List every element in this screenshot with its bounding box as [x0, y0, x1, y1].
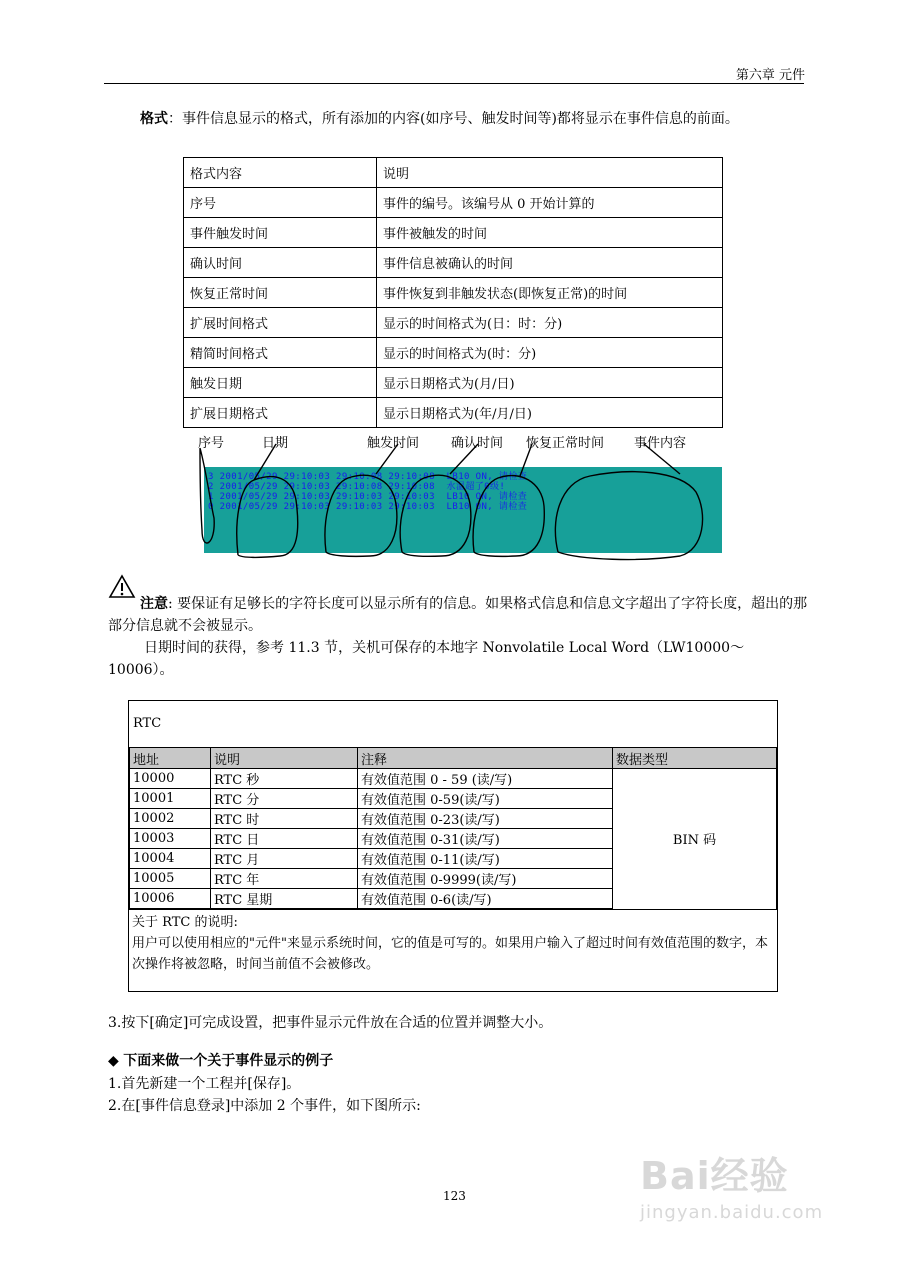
- label-recover: 恢复正常时间: [526, 436, 605, 451]
- table-cell: 10004: [130, 849, 211, 869]
- table-cell: 10000: [130, 769, 211, 789]
- header-rule: [104, 83, 804, 84]
- table-cell: 10003: [130, 829, 211, 849]
- table-header-cell: 格式内容: [184, 158, 377, 188]
- chapter-title: 第六章 元件: [735, 68, 805, 83]
- table-cell: RTC 分: [211, 789, 358, 809]
- table-header-cell: 说明: [377, 158, 723, 188]
- table-cell: 显示的时间格式为(时：分): [377, 338, 723, 368]
- format-intro: [104, 108, 804, 130]
- rtc-note-text: 用户可以使用相应的"元件"来显示系统时间，它的值是可写的。如果用户输入了超过时间有效值范围的数字，本次操作将被忽略，时间当前值不会被修改。: [132, 936, 768, 972]
- table-header-cell: 注释: [358, 748, 613, 769]
- step-2: 2.在[事件信息登录]中添加 2 个事件，如下图所示:: [108, 1098, 421, 1114]
- table-cell: 有效值范围 0-6(读/写): [358, 889, 613, 909]
- recover-loop: [473, 476, 544, 557]
- table-cell: 有效值范围 0-31(读/写): [358, 829, 613, 849]
- screen-line: 1 2001/05/29 29:10:03 29:10:03 29:10:03 LB10 ON, 请检查: [208, 492, 528, 502]
- table-cell: RTC 秒: [211, 769, 358, 789]
- rtc-table: [129, 747, 777, 909]
- table-row: [184, 368, 723, 398]
- page-number: 123: [443, 1189, 466, 1203]
- table-row: [130, 769, 777, 789]
- notice-label: 注意: [140, 596, 168, 612]
- watermark-url: jingyan.baidu.com: [640, 1202, 824, 1223]
- table-cell: 序号: [184, 188, 377, 218]
- trigger-loop: [325, 475, 397, 556]
- table-cell: 10001: [130, 789, 211, 809]
- rtc-note-title: 关于 RTC 的说明:: [132, 915, 238, 930]
- pointer-trigger: [376, 444, 398, 474]
- table-cell: 10006: [130, 889, 211, 909]
- baidu-watermark: [640, 1145, 823, 1223]
- table-cell: RTC 星期: [211, 889, 358, 909]
- table-row: [184, 188, 723, 218]
- date-loop: [237, 477, 298, 558]
- screen-line: 3 2001/05/29 29:10:03 29:10:08 29:10:08 LB10 ON, 请检查: [208, 472, 528, 482]
- pointer-content: [644, 444, 680, 474]
- table-cell: 有效值范围 0-9999(读/写): [358, 869, 613, 889]
- screen-line: 0 2001/05/29 29:10:03 29:10:03 29:10:03 LB10 ON, 请检查: [208, 502, 528, 512]
- notice-paragraph: [108, 593, 808, 637]
- table-cell: RTC 日: [211, 829, 358, 849]
- table-cell: 事件的编号。该编号从 0 开始计算的: [377, 188, 723, 218]
- step-1: 1.首先新建一个工程并[保存]。: [108, 1076, 301, 1092]
- rtc-title: RTC: [133, 716, 162, 731]
- content-loop: [555, 472, 702, 560]
- table-row: [184, 218, 723, 248]
- table-cell: 有效值范围 0-59(读/写): [358, 789, 613, 809]
- table-cell: 有效值范围 0-11(读/写): [358, 849, 613, 869]
- screen-line: 2 2001/05/29 29:10:03 29:10:08 29:10:08 水温超了0级!: [208, 482, 506, 492]
- table-cell: 事件恢复到非触发状态(即恢复正常)的时间: [377, 278, 723, 308]
- annotation-overlay: [180, 430, 740, 570]
- pointer-confirm: [450, 444, 478, 474]
- watermark-brand: Bai经验: [640, 1154, 789, 1198]
- table-cell: 有效值范围 0-23(读/写): [358, 809, 613, 829]
- datetime-paragraph: 日期时间的获得，参考 11.3 节，关机可保存的本地字 Nonvolatile Local Word（LW10000～10006）。: [108, 640, 745, 678]
- table-header-cell: 数据类型: [613, 748, 777, 769]
- format-label: 格式: [140, 111, 168, 127]
- table-cell: 触发日期: [184, 368, 377, 398]
- rtc-box: [128, 700, 778, 992]
- table-row: [184, 398, 723, 428]
- data-type-cell: BIN 码: [613, 769, 777, 909]
- notice-text: : 要保证有足够长的字符长度可以显示所有的信息。如果格式信息和信息文字超出了字符长度，超出的那部分信息就不会被显示。: [108, 596, 808, 634]
- table-header-cell: 地址: [130, 748, 211, 769]
- table-cell: RTC 年: [211, 869, 358, 889]
- table-cell: 事件被触发的时间: [377, 218, 723, 248]
- table-row: [184, 338, 723, 368]
- example-heading: [108, 1050, 808, 1072]
- pointer-date: [254, 444, 276, 480]
- pointer-recover: [520, 444, 532, 476]
- label-date: 日期: [262, 436, 289, 451]
- table-cell: 事件触发时间: [184, 218, 377, 248]
- label-seq: 序号: [198, 436, 225, 451]
- table-cell: 显示日期格式为(年/月/日): [377, 398, 723, 428]
- table-cell: RTC 时: [211, 809, 358, 829]
- label-trigger: 触发时间: [367, 436, 420, 451]
- table-cell: 确认时间: [184, 248, 377, 278]
- rtc-note: [129, 909, 777, 991]
- confirm-loop: [400, 475, 471, 556]
- table-cell: 扩展时间格式: [184, 308, 377, 338]
- label-confirm: 确认时间: [451, 436, 504, 451]
- table-cell: 10005: [130, 869, 211, 889]
- table-cell: 扩展日期格式: [184, 398, 377, 428]
- table-row: [184, 308, 723, 338]
- diamond-bullet-icon: ◆: [108, 1053, 124, 1069]
- step-3: 3.按下[确定]可完成设置，把事件显示元件放在合适的位置并调整大小。: [108, 1015, 553, 1031]
- label-content: 事件内容: [634, 436, 687, 451]
- format-table: [183, 157, 723, 428]
- table-cell: 显示的时间格式为(日：时：分): [377, 308, 723, 338]
- table-cell: RTC 月: [211, 849, 358, 869]
- table-cell: 显示日期格式为(月/日): [377, 368, 723, 398]
- table-cell: 恢复正常时间: [184, 278, 377, 308]
- seq-loop: [200, 448, 214, 543]
- table-row: [184, 248, 723, 278]
- table-cell: 事件信息被确认的时间: [377, 248, 723, 278]
- example-title: 下面来做一个关于事件显示的例子: [123, 1053, 334, 1069]
- table-header-cell: 说明: [211, 748, 358, 769]
- table-cell: 精简时间格式: [184, 338, 377, 368]
- table-cell: 10002: [130, 809, 211, 829]
- table-header-row: [130, 748, 777, 769]
- table-cell: 有效值范围 0 - 59 (读/写): [358, 769, 613, 789]
- format-intro-text: ：事件信息显示的格式，所有添加的内容(如序号、触发时间等)都将显示在事件信息的前面。: [168, 111, 739, 127]
- table-row: [184, 278, 723, 308]
- table-header-row: [184, 158, 723, 188]
